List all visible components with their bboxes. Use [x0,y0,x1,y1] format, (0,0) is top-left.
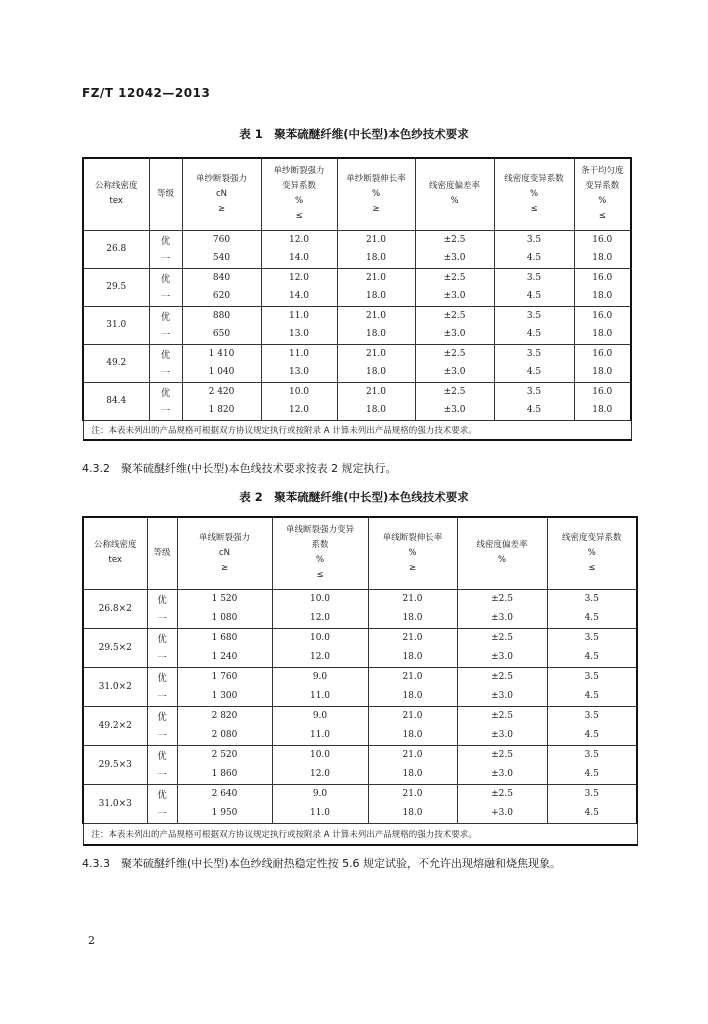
value-cell: 12.0 [272,765,368,785]
table-row [83,667,637,687]
value-cell: 3.5 [494,306,574,325]
value-cell: 18.0 [337,249,415,268]
table-row [83,609,637,629]
value-cell: ±2.5 [415,268,494,287]
grade-cell: 一 [149,249,182,268]
grade-cell: 优 [147,745,177,765]
t2-header-grade: 等级 [147,517,177,589]
table-row [83,628,637,648]
t1-header-strength: 单纱断裂强力 cN ≥ [182,158,261,230]
value-cell: 1 040 [182,363,261,382]
value-cell: 1 860 [177,765,272,785]
value-cell: 21.0 [368,628,457,648]
value-cell: ±2.5 [415,344,494,363]
value-cell: ±2.5 [457,667,547,687]
grade-cell: 一 [147,609,177,629]
clause-4-3-2: 4.3.2 聚苯硫醚纤维(中长型)本色线技术要求按表 2 规定执行。 [82,462,397,475]
value-cell: 1 520 [177,589,272,609]
table2-thread-requirements [82,516,638,846]
table-row [83,249,631,268]
value-cell: 13.0 [261,363,337,382]
value-cell: 12.0 [272,648,368,668]
table-row [83,648,637,668]
grade-cell: 优 [149,344,182,363]
grade-cell: 一 [147,648,177,668]
grade-cell: 优 [147,667,177,687]
value-cell: 14.0 [261,287,337,306]
table-row [83,344,631,363]
value-cell: ±2.5 [457,628,547,648]
value-cell: 12.0 [261,268,337,287]
value-cell: 16.0 [574,344,631,363]
value-cell: ±2.5 [457,745,547,765]
t1-header-strength-cv: 单纱断裂强力 变异系数 % ≤ [261,158,337,230]
value-cell: ±3.0 [415,249,494,268]
standard-code-header: FZ/T 12042—2013 [82,86,211,100]
value-cell: 16.0 [574,306,631,325]
grade-cell: 一 [147,765,177,785]
table-row [83,287,631,306]
value-cell: 3.5 [494,230,574,249]
value-cell: 880 [182,306,261,325]
value-cell: 3.5 [547,667,637,687]
value-cell: 3.5 [494,382,574,401]
value-cell: 1 820 [182,401,261,420]
table-row [83,325,631,344]
value-cell: 18.0 [368,726,457,746]
table1-yarn-requirements [82,157,632,441]
grade-cell: 优 [147,706,177,726]
value-cell: 10.0 [261,382,337,401]
value-cell: 16.0 [574,382,631,401]
value-cell: 18.0 [337,363,415,382]
t1-note: 注：本表未列出的产品规格可根据双方协议规定执行或按附录 A 计算未列出产品规格的强力技术要求。 [83,420,631,440]
value-cell: 1 760 [177,667,272,687]
value-cell: 18.0 [574,249,631,268]
table-row [83,687,637,707]
value-cell: 4.5 [547,648,637,668]
t2-header-elongation: 单线断裂伸长率 % ≥ [368,517,457,589]
value-cell: 10.0 [272,745,368,765]
nominal-density-cell: 26.8 [83,230,149,268]
value-cell: 13.0 [261,325,337,344]
table-row [83,589,637,609]
value-cell: 9.0 [272,667,368,687]
value-cell: 21.0 [337,230,415,249]
value-cell: 21.0 [337,344,415,363]
t2-header-strength-cv: 单线断裂强力变异 系数 % ≤ [272,517,368,589]
value-cell: 21.0 [368,745,457,765]
value-cell: 620 [182,287,261,306]
value-cell: 4.5 [494,401,574,420]
t2-header-density: 公称线密度 tex [83,517,147,589]
value-cell: ±2.5 [415,382,494,401]
value-cell: ±3.0 [457,609,547,629]
table-row [83,268,631,287]
t1-header-evenness-cv: 条干均匀度 变异系数 % ≤ [574,158,631,230]
value-cell: 1 240 [177,648,272,668]
table-row [83,382,631,401]
value-cell: 12.0 [272,609,368,629]
value-cell: 2 080 [177,726,272,746]
value-cell: 3.5 [547,628,637,648]
nominal-density-cell: 31.0×2 [83,667,147,706]
value-cell: 2 640 [177,784,272,804]
grade-cell: 一 [147,687,177,707]
value-cell: 12.0 [261,230,337,249]
t2-header-strength: 单线断裂强力 cN ≥ [177,517,272,589]
grade-cell: 优 [149,382,182,401]
value-cell: ±3.0 [415,363,494,382]
value-cell: ±3.0 [457,726,547,746]
value-cell: 18.0 [574,325,631,344]
value-cell: 10.0 [272,589,368,609]
value-cell: 21.0 [368,784,457,804]
nominal-density-cell: 49.2×2 [83,706,147,745]
table-row [83,230,631,249]
value-cell: 18.0 [337,287,415,306]
value-cell: 11.0 [272,687,368,707]
page-number: 2 [88,934,95,947]
value-cell: 3.5 [547,706,637,726]
value-cell: ±3.0 [415,287,494,306]
value-cell: 21.0 [368,706,457,726]
value-cell: 21.0 [368,667,457,687]
value-cell: ±2.5 [415,306,494,325]
grade-cell: 一 [147,804,177,824]
value-cell: 10.0 [272,628,368,648]
value-cell: 4.5 [547,687,637,707]
nominal-density-cell: 31.0 [83,306,149,344]
grade-cell: 优 [147,784,177,804]
table1-caption: 表 1 聚苯硫醚纤维(中长型)本色纱技术要求 [239,127,469,141]
t1-header-grade: 等级 [149,158,182,230]
t2-header-density-cv: 线密度变异系数 % ≤ [547,517,637,589]
nominal-density-cell: 29.5×3 [83,745,147,784]
value-cell: 9.0 [272,706,368,726]
t2-note: 注：本表未列出的产品规格可根据双方协议规定执行或按附录 A 计算未列出产品规格的强力技术要求。 [83,823,637,845]
value-cell: 4.5 [494,325,574,344]
grade-cell: 优 [149,230,182,249]
value-cell: 18.0 [368,804,457,824]
value-cell: 540 [182,249,261,268]
value-cell: 840 [182,268,261,287]
value-cell: ±3.0 [457,765,547,785]
table-row [83,726,637,746]
value-cell: 3.5 [547,784,637,804]
value-cell: 1 080 [177,609,272,629]
value-cell: 21.0 [368,589,457,609]
value-cell: 4.5 [547,726,637,746]
value-cell: ±2.5 [457,706,547,726]
value-cell: 16.0 [574,230,631,249]
t2-header-density-deviation: 线密度偏差率 % [457,517,547,589]
value-cell: ±3.0 [457,648,547,668]
table-row [83,745,637,765]
value-cell: 4.5 [494,249,574,268]
value-cell: 18.0 [368,648,457,668]
value-cell: ±2.5 [457,589,547,609]
value-cell: 11.0 [272,726,368,746]
value-cell: 18.0 [574,401,631,420]
value-cell: ±2.5 [457,784,547,804]
table-row [83,765,637,785]
nominal-density-cell: 29.5 [83,268,149,306]
t1-header-elongation: 单纱断裂伸长率 % ≥ [337,158,415,230]
value-cell: 3.5 [547,589,637,609]
grade-cell: 优 [149,268,182,287]
grade-cell: 一 [149,363,182,382]
value-cell: 18.0 [368,765,457,785]
nominal-density-cell: 31.0×3 [83,784,147,823]
grade-cell: 优 [147,589,177,609]
grade-cell: 优 [149,306,182,325]
value-cell: 650 [182,325,261,344]
value-cell: 3.5 [494,344,574,363]
value-cell: 11.0 [261,306,337,325]
table-row [83,363,631,382]
value-cell: 1 950 [177,804,272,824]
value-cell: 21.0 [337,382,415,401]
grade-cell: 一 [147,726,177,746]
value-cell: ±3.0 [457,687,547,707]
t1-header-density: 公称线密度 tex [83,158,149,230]
value-cell: 2 420 [182,382,261,401]
value-cell: 4.5 [547,765,637,785]
value-cell: 18.0 [574,287,631,306]
value-cell: 760 [182,230,261,249]
grade-cell: 优 [147,628,177,648]
value-cell: 11.0 [261,344,337,363]
value-cell: 18.0 [337,401,415,420]
value-cell: 4.5 [494,363,574,382]
value-cell: 21.0 [337,306,415,325]
grade-cell: 一 [149,401,182,420]
value-cell: 4.5 [547,609,637,629]
t1-header-density-deviation: 线密度偏差率 % [415,158,494,230]
value-cell: 3.5 [547,745,637,765]
value-cell: 9.0 [272,784,368,804]
value-cell: ±3.0 [415,325,494,344]
nominal-density-cell: 29.5×2 [83,628,147,667]
t1-header-density-cv: 线密度变异系数 % ≤ [494,158,574,230]
value-cell: ±2.5 [415,230,494,249]
value-cell: 16.0 [574,268,631,287]
value-cell: 2 820 [177,706,272,726]
value-cell: 1 300 [177,687,272,707]
table-row [83,401,631,420]
value-cell: 4.5 [547,804,637,824]
value-cell: ±3.0 [415,401,494,420]
value-cell: 18.0 [368,687,457,707]
value-cell: +3.0 [457,804,547,824]
value-cell: 21.0 [337,268,415,287]
nominal-density-cell: 49.2 [83,344,149,382]
table-row [83,306,631,325]
value-cell: 18.0 [574,363,631,382]
value-cell: 18.0 [337,325,415,344]
value-cell: 12.0 [261,401,337,420]
table2-caption: 表 2 聚苯硫醚纤维(中长型)本色线技术要求 [239,490,469,504]
value-cell: 1 410 [182,344,261,363]
value-cell: 18.0 [368,609,457,629]
table-row [83,706,637,726]
clause-4-3-3: 4.3.3 聚苯硫醚纤维(中长型)本色纱线耐热稳定性按 5.6 规定试验，不允许出现熔融和烧焦现象。 [82,857,562,870]
table-row [83,804,637,824]
value-cell: 11.0 [272,804,368,824]
value-cell: 1 680 [177,628,272,648]
value-cell: 4.5 [494,287,574,306]
nominal-density-cell: 84.4 [83,382,149,420]
value-cell: 14.0 [261,249,337,268]
value-cell: 2 520 [177,745,272,765]
nominal-density-cell: 26.8×2 [83,589,147,628]
grade-cell: 一 [149,325,182,344]
value-cell: 3.5 [494,268,574,287]
grade-cell: 一 [149,287,182,306]
table-row [83,784,637,804]
